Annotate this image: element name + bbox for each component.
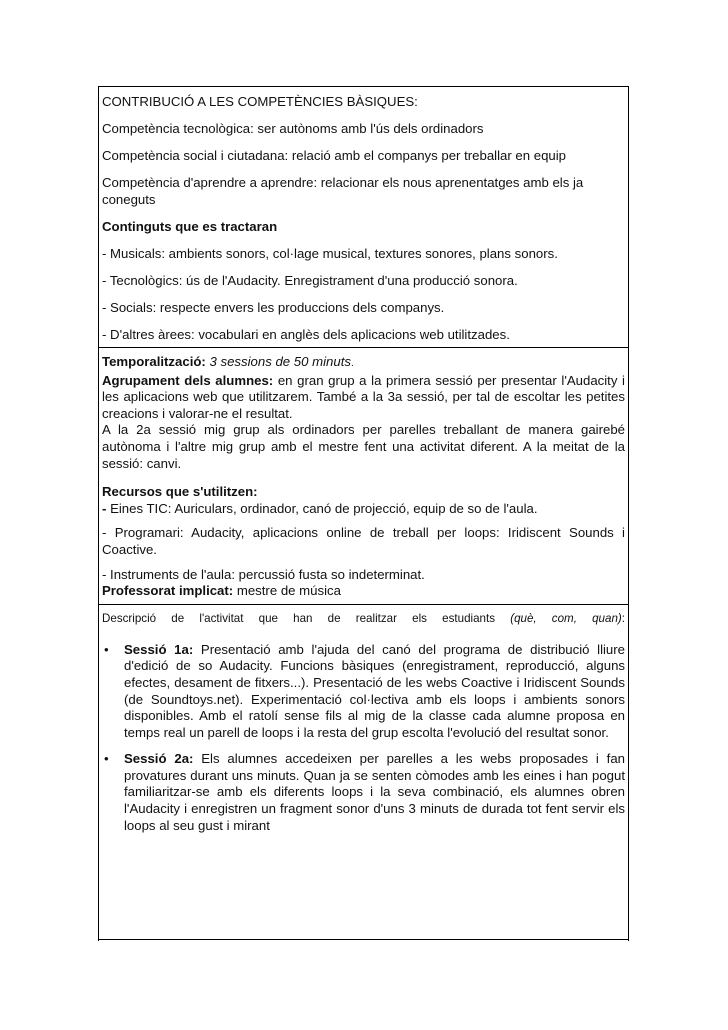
resources-soft: - Programari: Audacity, aplicacions online de treball per loops: Iridiscent Sounds i Coactive. [102,525,625,557]
timing-dot: . [350,358,354,369]
resources-tic [102,501,625,518]
sessions-list [102,642,625,835]
resources-instr: - Instruments de l'aula: percussió fusta so indeterminat. [102,566,425,582]
bullet-icon: • [104,641,109,657]
teachers-label: Professorat implicat: [102,583,234,599]
list-item [102,751,625,834]
contents-heading: Continguts que es tractaran [102,219,278,234]
competency-learn: Competència d'aprendre a aprendre: relacionar els nous aprenentatges amb els ja coneguts [102,175,584,207]
resources-tic-text: Eines TIC: Auriculars, ordinador, canó de projecció, equip de so de l'aula. [106,500,538,516]
session-text: Els alumnes accedeixen per parelles a les webs proposades i fan provatures durant uns minuts. Quan ja se senten còmodes amb les eines i han pogut familiaritzar-se amb els diferents loops i la seva combinació, els alumnes obren l'Audacity i enregistren un fragment sonor d'uns 3 minuts de durada tot fent servir els loops al seu gust i mirant [124,751,625,833]
session-label: Sessió 1a: [124,641,194,657]
competencies-contents-section [98,86,629,348]
timing-label: Temporalització: [102,354,206,369]
table-border-left [98,86,99,941]
competency-social: Competència social i ciutadana: relació amb el companys per treballar en equip [102,148,567,163]
bullet-icon: • [104,751,109,767]
content-tech: - Tecnològics: ús de l'Audacity. Enregistrament d'una producció sonora. [102,273,518,288]
content-social: - Socials: respecte envers les produccions dels companys. [102,300,445,315]
competencies-heading: CONTRIBUCIÓ A LES COMPETÈNCIES BÀSIQUES: [102,94,418,109]
organization-section [98,348,629,604]
grouping-paragraph-2: A la 2a sessió mig grup als ordinadors per parelles treballant de manera gairebé autònoma i l'altre mig grup amb el mestre fent una activitat diferent. A la meitat de la sessió: canvi. [102,422,625,471]
description-row [98,604,629,642]
session-text: Presentació amb l'ajuda del canó del programa de distribució lliure d'edició de so Audacity. Funcions bàsiques (enregistrament, reproducció, alguns efectes, desament de fitxers...). Presentació de les webs Coactive i Iridiscent Sounds (de Soundtoys.net). Experimentació col·lectiva amb els loops i ambients sonors disponibles. Amb el ratolí sense fils al mig de la classe cada alumne proposa en temps real un parell de loops i la resta del grup escolta l'evolució del resultat sonor. [124,641,625,740]
description-text: Descripció de l'activitat que han de realitzar els estudiants [102,611,496,625]
table-border-bottom [98,939,629,940]
timing-value: 3 sessions de 50 minuts [209,354,351,369]
sessions-section [98,642,629,835]
table-border-top [98,86,629,87]
grouping-paragraph [102,373,625,423]
description-italic: (què, com, quan) [510,611,622,625]
competency-tech: Competència tecnològica: ser autònoms amb l'ús dels ordinadors [102,121,484,136]
teachers-value: mestre de música [233,583,341,599]
teachers-line [102,583,625,600]
session-label: Sessió 2a: [124,751,194,767]
content-musical: - Musicals: ambients sonors, col·lage musical, textures sonores, plans sonors. [102,246,558,261]
table-border-right [628,86,629,941]
resources-label: Recursos que s'utilitzen: [102,484,258,500]
grouping-text: en gran grup a la primera sessió per presentar l'Audacity i les aplicacions web que utilitzarem. També a la 3a sessió, per tal de escoltar les petites creacions i valorar-ne el resultat. [102,372,625,421]
timing-line [102,354,625,373]
content-other: - D'altres àrees: vocabulari en anglès dels aplicacions web utilitzades. [102,327,510,342]
description-colon: : [621,611,625,625]
list-item [102,642,625,742]
activity-sheet [98,86,629,939]
resources-tic-dash: - [102,500,107,516]
grouping-label: Agrupament dels alumnes: [102,372,274,388]
